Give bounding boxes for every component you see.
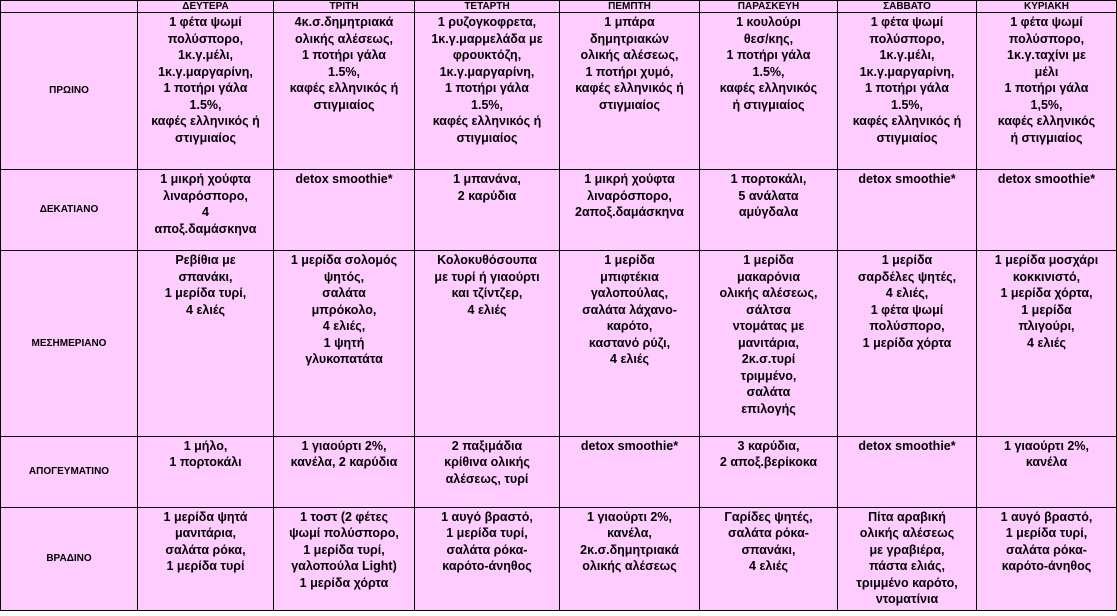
meal-cell: 1 μπανάνα, 2 καρύδια	[415, 170, 560, 251]
meal-cell: 1 μερίδα σαρδέλες ψητές, 4 ελιές, 1 φέτα ψωμί πολύσπορο, 1 μερίδα χόρτα	[838, 251, 977, 436]
meal-cell: 1 αυγό βραστό, 1 μερίδα τυρί, σαλάτα ρόκα- καρότο-άνηθος	[977, 507, 1117, 610]
meal-cell: 1 αυγό βραστό, 1 μερίδα τυρί, σαλάτα ρόκα- καρότο-άνηθος	[415, 507, 560, 610]
row-lunch	[1, 251, 1117, 436]
meal-cell: 1 μικρή χούφτα λιναρόσπορο, 2αποξ.δαμάσκηνα	[560, 170, 700, 251]
meal-cell: 1 μερίδα μπιφτέκια γαλοπούλας, σαλάτα λάχανο- καρότο, καστανό ρύζι, 4 ελιές	[560, 251, 700, 436]
meal-label: ΑΠΟΓΕΥΜΑΤΙΝΟ	[1, 436, 138, 507]
meal-cell: Γαρίδες ψητές, σαλάτα ρόκα- σπανάκι, 4 ελιές	[700, 507, 838, 610]
meal-cell: 1 ρυζογκοφρετα, 1κ.γ.μαρμελάδα με φρουκτόζη, 1κ.γ.μαργαρίνη, 1 ποτήρι γάλα 1.5%, καφές ελληνικός ή στιγμιαίος	[415, 13, 560, 170]
meal-cell: 1 γιαούρτι 2%, κανέλα, 2 καρύδια	[274, 436, 415, 507]
meal-cell: 1 μήλο, 1 πορτοκάλι	[138, 436, 274, 507]
meal-cell: 3 καρύδια, 2 αποξ.βερίκοκα	[700, 436, 838, 507]
meal-cell: 2 παξιμάδια κρίθινα ολικής αλέσεως, τυρί	[415, 436, 560, 507]
meal-cell: 1 μερίδα μακαρόνια ολικής αλέσεως, σάλτσα ντομάτας με μανιτάρια, 2κ.σ.τυρί τριμμένο, σαλάτα επιλογής	[700, 251, 838, 436]
meal-cell: Ρεβίθια με σπανάκι, 1 μερίδα τυρί, 4 ελιές	[138, 251, 274, 436]
meal-cell: detox smoothie*	[560, 436, 700, 507]
meal-cell: 1 μερίδα ψητά μανιτάρια, σαλάτα ρόκα, 1 μερίδα τυρί	[138, 507, 274, 610]
row-morning-snack	[1, 170, 1117, 251]
meal-cell: 1 φέτα ψωμί πολύσπορο, 1κ.γ.μέλι, 1κ.γ.μαργαρίνη, 1 ποτήρι γάλα 1.5%, καφές ελληνικός ή στιγμιαίος	[138, 13, 274, 170]
column-header-friday: ΠΑΡΑΣΚΕΥΗ	[700, 1, 838, 13]
meal-cell: 4κ.σ.δημητριακά ολικής αλέσεως, 1 ποτήρι γάλα 1.5%, καφές ελληνικός ή στιγμιαίος	[274, 13, 415, 170]
meal-cell: detox smoothie*	[838, 436, 977, 507]
meal-cell: detox smoothie*	[977, 170, 1117, 251]
column-header-tuesday: ΤΡΙΤΗ	[274, 1, 415, 13]
meal-label: ΠΡΩΙΝΟ	[1, 13, 138, 170]
meal-label: ΒΡΑΔΙΝΟ	[1, 507, 138, 610]
meal-cell: 1 μερίδα μοσχάρι κοκκινιστό, 1 μερίδα χόρτα, 1 μερίδα πλιγούρι, 4 ελιές	[977, 251, 1117, 436]
meal-cell: 1 πορτοκάλι, 5 ανάλατα αμύγδαλα	[700, 170, 838, 251]
meal-cell: 1 μπάρα δημητριακών ολικής αλέσεως, 1 ποτήρι χυμό, καφές ελληνικός ή στιγμιαίος	[560, 13, 700, 170]
meal-label: ΜΕΣΗΜΕΡΙΑΝΟ	[1, 251, 138, 436]
meal-cell: 1 γιαούρτι 2%, κανέλα, 2κ.σ.δημητριακά ολικής αλέσεως	[560, 507, 700, 610]
corner-cell	[1, 1, 138, 13]
meal-cell: Κολοκυθόσουπα με τυρί ή γιαούρτι και τζίντζερ, 4 ελιές	[415, 251, 560, 436]
meal-cell: 1 κουλούρι θεσ/κης, 1 ποτήρι γάλα 1.5%, καφές ελληνικός ή στιγμιαίος	[700, 13, 838, 170]
row-breakfast	[1, 13, 1117, 170]
column-header-monday: ΔΕΥΤΕΡΑ	[138, 1, 274, 13]
meal-cell: detox smoothie*	[838, 170, 977, 251]
row-afternoon-snack	[1, 436, 1117, 507]
meal-cell: 1 φέτα ψωμί πολύσπορο, 1κ.γ.μέλι, 1κ.γ.μαργαρίνη, 1 ποτήρι γάλα 1.5%, καφές ελληνικός ή στιγμιαίος	[838, 13, 977, 170]
meal-cell: 1 φέτα ψωμί πολύσπορο, 1κ.γ.ταχίνι με μέλι 1 ποτήρι γάλα 1,5%, καφές ελληνικός ή στιγμιαίος	[977, 13, 1117, 170]
meal-cell: 1 μικρή χούφτα λιναρόσπορο, 4 αποξ.δαμάσκηνα	[138, 170, 274, 251]
meal-cell: detox smoothie*	[274, 170, 415, 251]
column-header-wednesday: ΤΕΤΑΡΤΗ	[415, 1, 560, 13]
meal-cell: 1 μερίδα σολομός ψητός, σαλάτα μπρόκολο, 4 ελιές, 1 ψητή γλυκοπατάτα	[274, 251, 415, 436]
meal-label: ΔΕΚΑΤΙΑΝΟ	[1, 170, 138, 251]
column-header-sunday: ΚΥΡΙΑΚΗ	[977, 1, 1117, 13]
column-header-saturday: ΣΑΒΒΑΤΟ	[838, 1, 977, 13]
row-dinner	[1, 507, 1117, 610]
meal-cell: 1 τοστ (2 φέτες ψωμί πολύσπορο, 1 μερίδα τυρί, γαλοπούλα Light) 1 μερίδα χόρτα	[274, 507, 415, 610]
column-header-thursday: ΠΕΜΠΤΗ	[560, 1, 700, 13]
meal-cell: 1 γιαούρτι 2%, κανέλα	[977, 436, 1117, 507]
meal-cell: Πίτα αραβική ολικής αλέσεως με γραβιέρα, πάστα ελιάς, τριμμένο καρότο, ντοματίνια	[838, 507, 977, 610]
header-row	[1, 1, 1117, 13]
